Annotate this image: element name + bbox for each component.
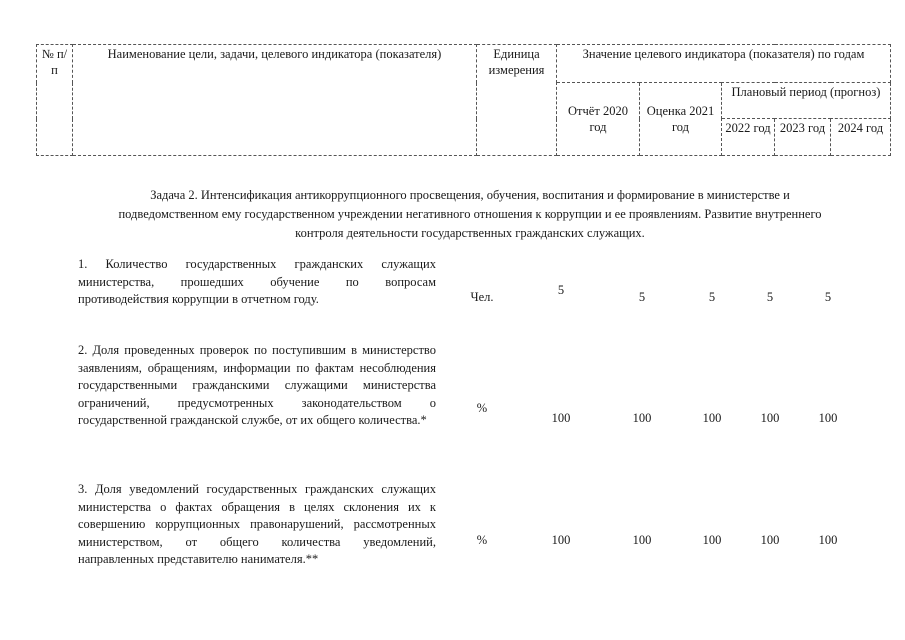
header-year-2023: 2023 год <box>775 119 831 156</box>
indicator-3-value-2021: 100 <box>632 533 652 547</box>
indicator-1-name: 1. Количество государственных гражданских служащих министерства, прошедших обучение по вопросам противодействия коррупции в отчетном году. <box>78 257 436 306</box>
indicator-2-name: 2. Доля проведенных проверок по поступившим в министерство заявлениям, обращениям, информации по фактам несоблюдения государственными гражданскими служащими министерства ограничений, предусмотренных законодательством о государственной гражданской службе, от их общего количества.* <box>78 343 436 427</box>
indicator-1-value-2024: 5 <box>824 290 832 304</box>
indicator-3-name: 3. Доля уведомлений государственных гражданских служащих министерства о фактах обращения в целях склонения их к совершению коррупционных правонарушений, рассмотренных министерством, от общего количества уведомлений, направленных представителю нанимателя.** <box>78 482 436 566</box>
indicator-2-value-2022: 100 <box>702 411 722 425</box>
indicator-1-value-2020: 5 <box>557 283 565 297</box>
indicator-3-value-2023: 100 <box>760 533 780 547</box>
header-number: № п/п <box>37 45 73 156</box>
indicator-2-value-2021: 100 <box>632 411 652 425</box>
indicator-2-value-2023: 100 <box>760 411 780 425</box>
indicator-1-unit: Чел. <box>470 290 494 304</box>
header-estimate-2021: Оценка 2021 год <box>640 83 722 156</box>
indicator-3-value-2024: 100 <box>818 533 838 547</box>
task-heading: Задача 2. Интенсификация антикоррупционного просвещения, обучения, воспитания и формирование в министерстве и подведомственном ему государственном учреждении негативного отношения к коррупции и ее проявлениям. Развитие внутреннего контроля деятельности государственных гражданских служащих. <box>118 188 822 240</box>
header-value-title: Значение целевого индикатора (показателя) по годам <box>557 45 891 83</box>
header-report-2020: Отчёт 2020 год <box>557 83 640 156</box>
indicator-3-value-2022: 100 <box>702 533 722 547</box>
indicator-3-value-2020: 100 <box>551 533 571 547</box>
header-plan-period: Плановый период (прогноз) <box>722 83 891 119</box>
indicator-2-value-2020: 100 <box>551 411 571 425</box>
indicator-1-value-2021: 5 <box>638 290 646 304</box>
header-year-2024: 2024 год <box>831 119 891 156</box>
header-year-2022: 2022 год <box>722 119 775 156</box>
indicator-header-table <box>36 44 891 156</box>
header-unit: Единица измерения <box>477 45 557 156</box>
indicator-2-value-2024: 100 <box>818 411 838 425</box>
indicator-3-unit: % <box>476 533 488 547</box>
indicator-1-value-2022: 5 <box>708 290 716 304</box>
indicator-2-unit: % <box>476 401 488 415</box>
header-name: Наименование цели, задачи, целевого индикатора (показателя) <box>73 45 477 156</box>
indicator-1-value-2023: 5 <box>766 290 774 304</box>
